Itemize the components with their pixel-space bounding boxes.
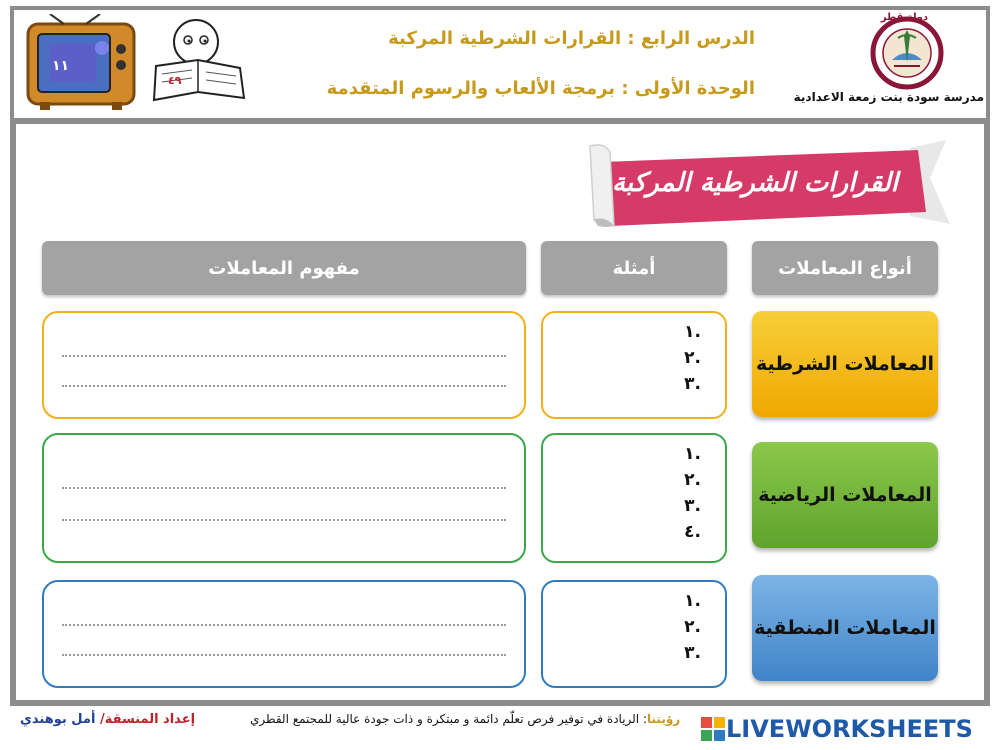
example-item: .٣ <box>684 374 701 394</box>
answer-line[interactable] <box>62 654 506 656</box>
example-item: .١ <box>684 444 701 464</box>
example-item: .٣ <box>684 643 701 663</box>
liveworksheets-logo[interactable] <box>700 714 973 744</box>
concept-box-conditional[interactable] <box>42 311 526 419</box>
header-concept: مفهوم المعاملات <box>42 241 526 295</box>
school-name: مدرسة سودة بنت زمعة الاعدادية <box>793 90 984 104</box>
concept-box-logical[interactable] <box>42 580 526 688</box>
example-item: .٢ <box>684 617 701 637</box>
example-item: .٣ <box>684 496 701 516</box>
qatar-ministry-logo <box>866 16 948 90</box>
examples-box-logical[interactable] <box>541 580 727 688</box>
lesson-title: الدرس الرابع : القرارات الشرطية المركبة <box>388 28 755 49</box>
example-item: .١ <box>684 322 701 342</box>
liveworksheets-icon <box>700 716 726 742</box>
tv-grade: ١١ <box>52 58 70 74</box>
type-conditional-operators: المعاملات الشرطية <box>752 311 938 417</box>
example-item: .٤ <box>684 522 701 542</box>
tv-teams-icon <box>26 14 140 110</box>
concept-box-arithmetic[interactable] <box>42 433 526 563</box>
examples-box-arithmetic[interactable] <box>541 433 727 563</box>
prepared-name: أمل بوهندي <box>20 712 96 727</box>
reading-boy-icon <box>152 16 252 106</box>
vision-text: : الريادة في توفير فرص تعلّم دائمة و مبتكرة و ذات جودة عالية للمجتمع القطري <box>250 712 648 726</box>
vision-label: رؤيتنا <box>647 712 681 726</box>
type-logical-operators: المعاملات المنطقية <box>752 575 938 681</box>
school-vision <box>250 712 680 726</box>
unit-title: الوحدة الأولى : برمجة الألعاب والرسوم المتقدمة <box>326 78 755 99</box>
banner-title: القرارات الشرطية المركبة <box>611 168 899 198</box>
answer-line[interactable] <box>62 487 506 489</box>
liveworksheets-brand: LIVEWORKSHEETS <box>726 715 973 743</box>
example-item: .١ <box>684 591 701 611</box>
header-operator-types: أنواع المعاملات <box>752 241 938 295</box>
example-item: .٢ <box>684 470 701 490</box>
logo-text: دولة قطر <box>880 12 928 23</box>
answer-line[interactable] <box>62 385 506 387</box>
book-page-number: ٤٩ <box>168 74 182 87</box>
prepared-by <box>20 712 195 727</box>
type-arithmetic-operators: المعاملات الرياضية <box>752 442 938 548</box>
header-examples: أمثلة <box>541 241 727 295</box>
answer-line[interactable] <box>62 624 506 626</box>
answer-line[interactable] <box>62 355 506 357</box>
examples-box-conditional[interactable] <box>541 311 727 419</box>
example-item: .٢ <box>684 348 701 368</box>
prepared-label: إعداد المنسقة/ <box>99 712 196 727</box>
answer-line[interactable] <box>62 519 506 521</box>
